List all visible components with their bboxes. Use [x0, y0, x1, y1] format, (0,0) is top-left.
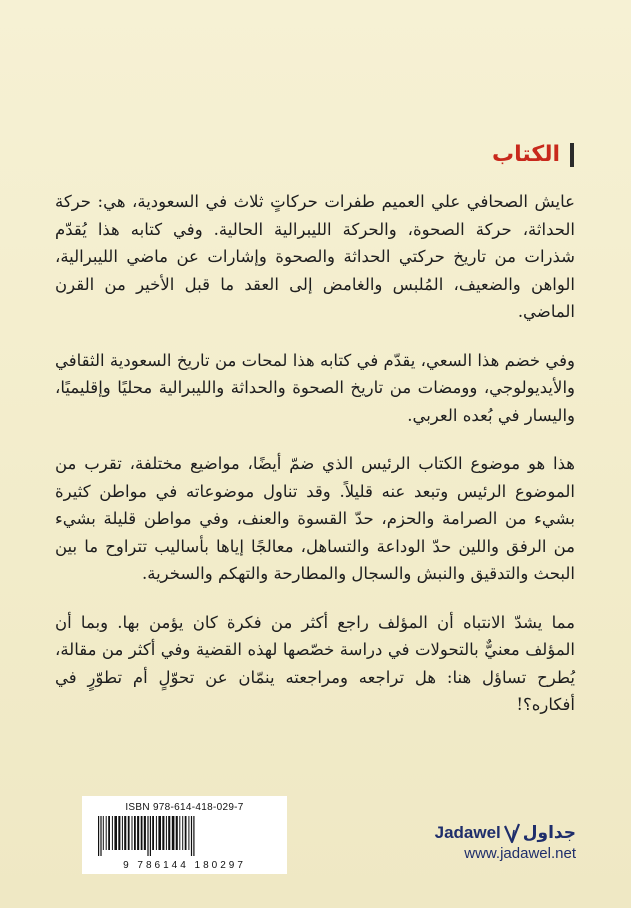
- header-divider: [570, 143, 574, 167]
- publisher-url[interactable]: www.jadawel.net: [464, 845, 576, 862]
- barcode-number: 9 786144 180297: [123, 860, 246, 871]
- blurb-paragraph-3: هذا هو موضوع الكتاب الرئيس الذي ضمّ أيضًا، مواضيع مختلفة، تقرب من الموضوع الرئيس وتبعد عنه قليلاً. وقد تناول موضوعاته في مواطن كثيرة بشيء من الصرامة والحزم، حدّ القسوة والعنف، وفي مواطن قليلة بشيء من الرفق واللين حدّ الوداعة والتساهل، معالجًا إياها بأساليب تتراوح ما بين البحث والتدقيق والنبش والسجال والمطارحة والتهكم والسخرية.: [55, 454, 575, 583]
- barcode-label: [82, 796, 287, 874]
- page-title: الكتاب: [492, 142, 560, 167]
- blurb-paragraph-2: وفي خضم هذا السعي، يقدّم في كتابه هذا لمحات من تاريخ السعودية الثقافي والأيديولوجي، وومضات من تاريخ الصحوة والحداثة والليبرالية محليًا وإقليميًا، واليسار في بُعده العربي.: [55, 350, 575, 425]
- publisher-name: [406, 822, 576, 844]
- isbn-text: ISBN 978-614-418-029-7: [125, 802, 244, 813]
- blurb-paragraph-4: مما يشدّ الانتباه أن المؤلف راجع أكثر من فكرة كان يؤمن بها. وبما أن المؤلف معنيٌّ بالتحولات في دراسة خصّصها لهذه القضية وفي أكثر من مقالة، يُطرح تساؤل هنا: هل تراجعه ومراجعته ينمّان عن تحوّلٍ أم تطوّرٍ في أفكاره؟!: [55, 612, 575, 714]
- barcode-icon: [96, 816, 274, 856]
- section-header: [492, 143, 574, 167]
- blurb: [55, 188, 575, 740]
- publisher-block: [406, 822, 576, 862]
- publisher-latin-name: Jadawel: [434, 823, 501, 842]
- blurb-paragraph-1: عايش الصحافي علي العميم طفرات حركاتٍ ثلاث في السعودية، هي: حركة الحداثة، حركة الصحوة، والحركة الليبرالية الحالية. وفي كتابه هذا يُقدّم شذرات من تاريخ حركتي الحداثة والصحوة وإشارات عن ماضي الليبرالية، الواهن والضعيف، المُلبس والغامض إلى العقد ما قبل الأخير من القرن الماضي.: [55, 192, 575, 321]
- publisher-arabic-name: جداول: [522, 823, 576, 843]
- publisher-logo-icon: [503, 822, 521, 844]
